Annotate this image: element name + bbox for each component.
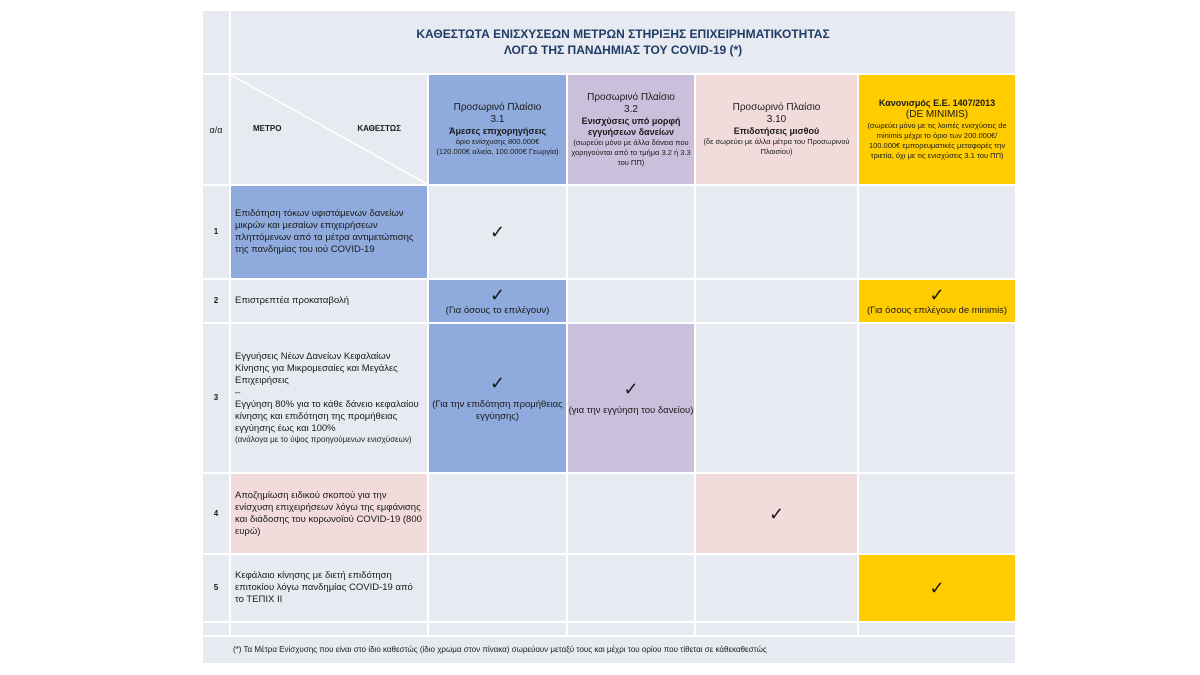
row-number: 3 [202, 323, 230, 473]
cell-col4 [858, 279, 1016, 323]
footnote-row [202, 636, 1016, 664]
col3-detail: (δε σωρεύει με άλλα μέτρα του Προσωρινού Πλαισίου) [703, 137, 850, 156]
col-header-3-1 [428, 74, 567, 185]
cell-col1 [428, 473, 567, 554]
cell-col1 [428, 279, 567, 323]
table-row [202, 554, 1016, 622]
measure-cell: Κεφάλαιο κίνησης με διετή επιδότηση επιτοκίου λόγω πανδημίας COVID-19 από το ΤΕΠΙΧ ΙΙ [230, 554, 428, 622]
col1-detail-1: όριο ενίσχυσης 800.000€ [455, 137, 540, 146]
col4-detail-2: 100.000€ εμπορευματικές μεταφορές την τριετία, όχι με τις ενισχύσεις 3.1 του ΠΠ) [868, 141, 1006, 160]
aid-schemes-table [201, 9, 1017, 665]
title-line-2: ΛΟΓΩ ΤΗΣ ΠΑΝΔΗΜΙΑΣ ΤΟΥ COVID-19 (*) [503, 43, 743, 57]
col3-section: 3.10 [766, 114, 787, 125]
aid-schemes-table-sheet [201, 9, 1015, 669]
corner-cell [202, 10, 230, 74]
spacer-row [202, 622, 1016, 636]
row-number: 5 [202, 554, 230, 622]
col2-section: 3.2 [624, 103, 638, 115]
measure-text-b: Εγγύηση 80% για το κάθε δάνειο κεφαλαίου κίνησης και επιδότηση της προμήθειας εγγύησης έως και 100% [235, 399, 419, 434]
cell-note: (Για όσους το επιλέγουν) [445, 305, 550, 316]
cell-col1 [428, 554, 567, 622]
cell-col3 [695, 323, 858, 473]
title-line-1: ΚΑΘΕΣΤΩΤΑ ΕΝΙΣΧΥΣΕΩΝ ΜΕΤΡΩΝ ΣΤΗΡΙΞΗΣ ΕΠΙΧΕΙΡΗΜΑΤΙΚΟΤΗΤΑΣ [416, 27, 830, 41]
col3-bold: Επιδοτήσεις μισθού [733, 126, 820, 136]
cell-col2 [567, 279, 695, 323]
cell-note: (Για την επιδότηση προμήθειας εγγύησης) [432, 399, 563, 422]
table-row [202, 279, 1016, 323]
row-number: 2 [202, 279, 230, 323]
measure-cell: Αποζημίωση ειδικού σκοπού για την ενίσχυση επιχειρήσεων λόγω της εμφάνισης και διάδοσης του κορωνοϊού COVID-19 (800 ευρώ) [230, 473, 428, 554]
checkmark-icon: ✓ [489, 373, 506, 393]
cell-note: (Για όσους επιλέγουν de minimis) [866, 305, 1008, 316]
measure-text-a: Εγγυήσεις Νέων Δανείων Κεφαλαίων Κίνησης για Μικρομεσαίες και Μεγάλες Επιχειρήσεις [235, 351, 398, 386]
cell-note: (για την εγγύηση του δανείου) [568, 405, 694, 416]
col-header-3-2 [567, 74, 695, 185]
measure-cell: Επιδότηση τόκων υφιστάμενων δανείων μικρών και μεσαίων επιχειρήσεων πληττόμενων από τα μέτρα αντιμετώπισης της πανδημίας του ιού COVID-19 [230, 185, 428, 279]
col1-title: Προσωρινό Πλαίσιο [453, 102, 542, 113]
col2-detail: (σωρεύει μόνο με άλλα δάνεια που χορηγούνται από το τμήμα 3.2 ή 3.3 του ΠΠ) [571, 137, 691, 167]
cell-col1 [428, 323, 567, 473]
checkmark-icon: ✓ [768, 503, 785, 524]
cell-col1 [428, 185, 567, 279]
col1-detail-2: (120.000€ αλιεία, 100.000€ Γεωργία) [436, 147, 559, 156]
row-number: 1 [202, 185, 230, 279]
cell-col4 [858, 185, 1016, 279]
cell-col2 [567, 554, 695, 622]
col4-bold: Κανονισμός Ε.Ε. 1407/2013 [878, 98, 996, 108]
measure-cell [230, 323, 428, 473]
col4-detail-1: (σωρεύει μόνο με τις λοιπές ενισχύσεις de minimis μέχρι το όριο των 200.000€/ [867, 121, 1007, 140]
col1-section: 3.1 [490, 114, 505, 125]
checkmark-icon: ✓ [929, 285, 945, 305]
footnote: (*) Τα Μέτρα Ενίσχυσης που είναι στο ίδιο καθεστώς (ίδιο χρωμα στον πίνακα) σωρεύουν μεταξύ τους και μέχρι του ορίου που τίθεται σε κάθεκαθεστώς [202, 636, 1016, 664]
header-row [202, 74, 1016, 185]
cell-col2 [567, 185, 695, 279]
col2-bold: Ενισχύσεις υπό μορφή εγγυήσεων δανείων [581, 115, 681, 137]
row-number: 4 [202, 473, 230, 554]
checkmark-icon: ✓ [929, 578, 945, 598]
col2-title: Προσωρινό Πλαίσιο [587, 91, 675, 103]
checkmark-icon: ✓ [623, 379, 639, 399]
col3-title: Προσωρινό Πλαίσιο [732, 102, 821, 113]
cell-col4 [858, 554, 1016, 622]
measure-dash: – [235, 387, 241, 398]
cell-col3 [695, 279, 858, 323]
cell-col3 [695, 554, 858, 622]
cell-col3 [695, 473, 858, 554]
table-row [202, 323, 1016, 473]
table-row [202, 185, 1016, 279]
metro-label: ΜΕΤΡΟ [253, 124, 282, 133]
kathestos-label: ΚΑΘΕΣΤΩΣ [357, 124, 401, 133]
col-header-de-minimis [858, 74, 1016, 185]
cell-col4 [858, 473, 1016, 554]
cell-col2 [567, 473, 695, 554]
checkmark-icon: ✓ [489, 222, 506, 242]
title-row [202, 10, 1016, 74]
cell-col4 [858, 323, 1016, 473]
cell-col3 [695, 185, 858, 279]
checkmark-icon: ✓ [489, 285, 506, 305]
measure-cell: Επιστρεπτέα προκαταβολή [230, 279, 428, 323]
table-row [202, 473, 1016, 554]
col1-bold: Άμεσες επιχορηγήσεις [448, 126, 547, 136]
measure-scheme-header [230, 74, 428, 185]
col-header-3-10 [695, 74, 858, 185]
cell-col2 [567, 323, 695, 473]
measure-text-c: (ανάλογα με το ύψος προηγούμενων ενισχύσεων) [235, 435, 412, 444]
table-title [230, 10, 1016, 74]
aa-header: α/α [202, 74, 230, 185]
col4-sub: (DE MINIMIS) [905, 109, 969, 120]
